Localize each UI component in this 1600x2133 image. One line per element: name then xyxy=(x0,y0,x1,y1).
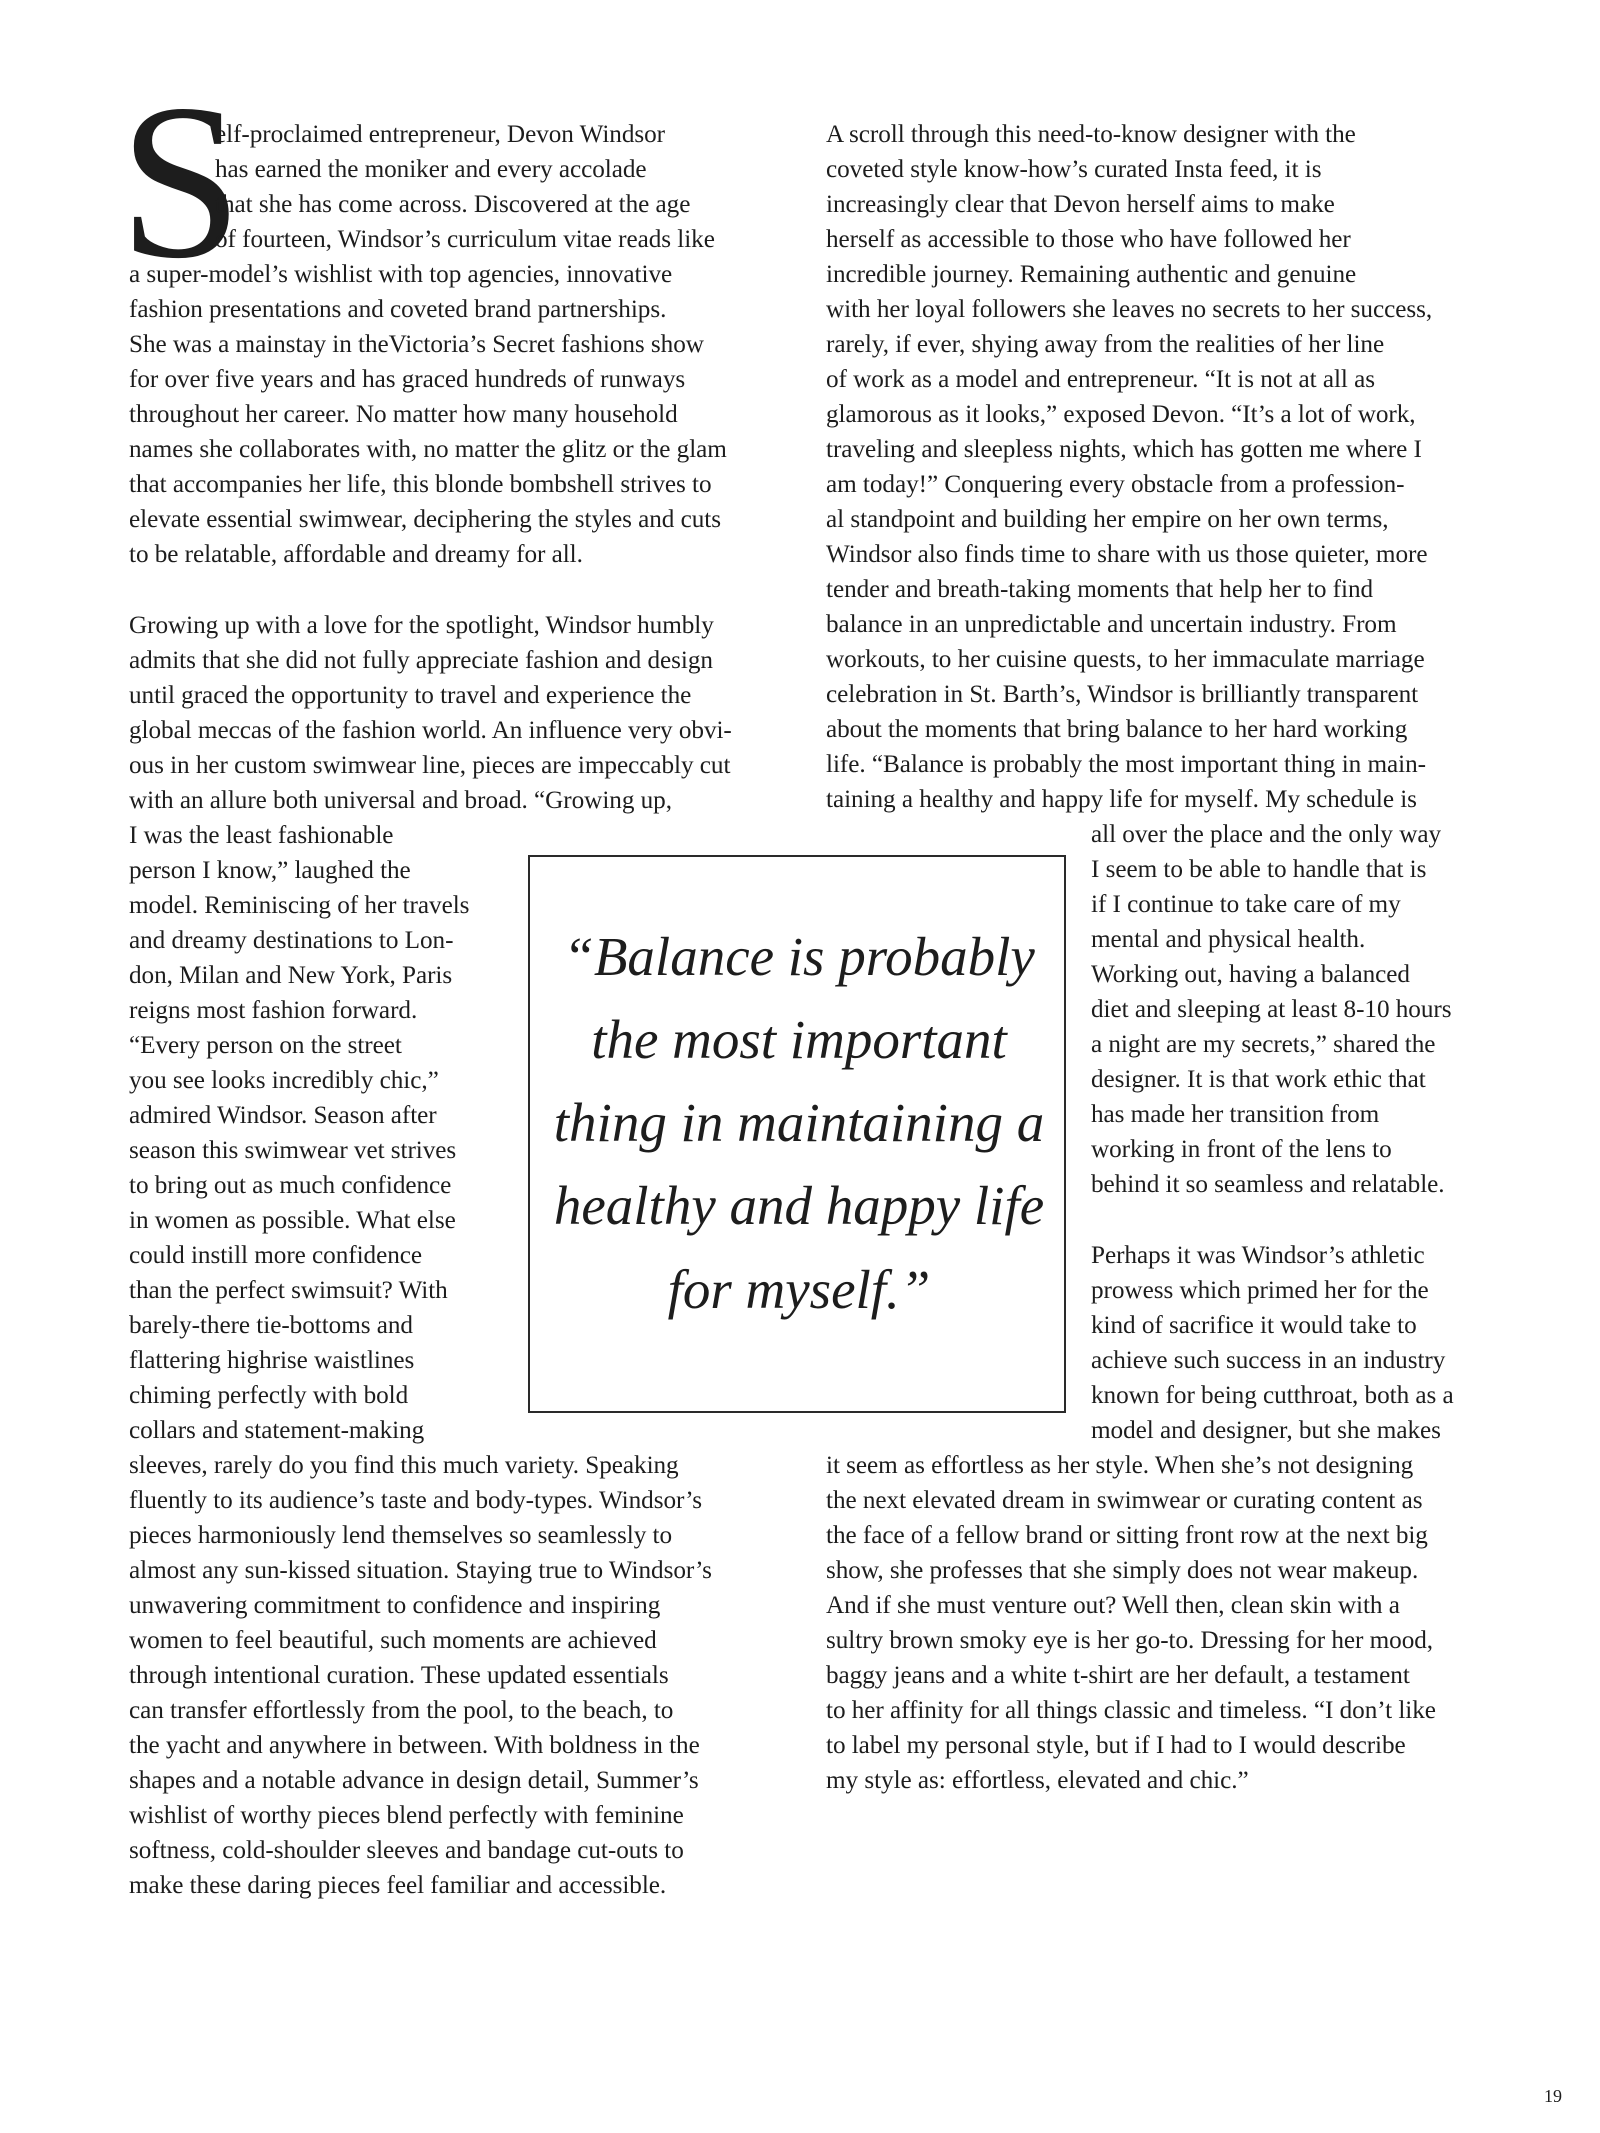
text-line: And if she must venture out? Well then, clean skin with a xyxy=(826,1592,1400,1619)
text-line: and dreamy destinations to Lon- xyxy=(129,927,454,954)
text-line: throughout her career. No matter how many household xyxy=(129,401,678,428)
text-line: celebration in St. Barth’s, Windsor is brilliantly transparent xyxy=(826,681,1419,708)
text-line: shapes and a notable advance in design detail, Summer’s xyxy=(129,1767,699,1794)
text-line: balance in an unpredictable and uncertain industry. From xyxy=(826,611,1397,638)
text-line: admired Windsor. Season after xyxy=(129,1102,437,1129)
text-line: than the perfect swimsuit? With xyxy=(129,1277,448,1304)
text-line: until graced the opportunity to travel and experience the xyxy=(129,682,692,709)
text-line: collars and statement-making xyxy=(129,1417,425,1444)
text-line: wishlist of worthy pieces blend perfectly with feminine xyxy=(129,1802,684,1829)
text-line: prowess which primed her for the xyxy=(1091,1277,1429,1304)
text-line: traveling and sleepless nights, which has gotten me where I xyxy=(826,436,1422,463)
text-line: baggy jeans and a white t-shirt are her default, a testament xyxy=(826,1662,1410,1689)
text-line: Working out, having a balanced xyxy=(1091,961,1410,988)
text-line: through intentional curation. These updated essentials xyxy=(129,1662,669,1689)
text-line: diet and sleeping at least 8-10 hours xyxy=(1091,996,1452,1023)
drop-cap: S xyxy=(119,59,243,305)
text-line: with her loyal followers she leaves no secrets to her success, xyxy=(826,296,1433,323)
text-line: sleeves, rarely do you find this much variety. Speaking xyxy=(129,1452,679,1479)
text-line: flattering highrise waistlines xyxy=(129,1347,415,1374)
text-line: am today!” Conquering every obstacle from a profession- xyxy=(826,471,1405,498)
text-line: the yacht and anywhere in between. With boldness in the xyxy=(129,1732,700,1759)
text-line: Windsor also finds time to share with us those quieter, more xyxy=(826,541,1428,568)
text-line: reigns most fashion forward. xyxy=(129,997,418,1024)
text-line: of fourteen, Windsor’s curriculum vitae reads like xyxy=(215,226,715,253)
text-line: in women as possible. What else xyxy=(129,1207,456,1234)
text-line: has made her transition from xyxy=(1091,1101,1380,1128)
text-line: unwavering commitment to confidence and inspiring xyxy=(129,1592,661,1619)
text-line: life. “Balance is probably the most important thing in main- xyxy=(826,751,1426,778)
text-line: my style as: effortless, elevated and chic.” xyxy=(826,1767,1249,1794)
text-line: taining a healthy and happy life for myself. My schedule is xyxy=(826,786,1417,813)
text-line: about the moments that bring balance to her hard working xyxy=(826,716,1408,743)
text-line: fashion presentations and coveted brand partnerships. xyxy=(129,296,667,323)
text-line: elevate essential swimwear, deciphering the styles and cuts xyxy=(129,506,721,533)
text-line: known for being cutthroat, both as a xyxy=(1091,1382,1454,1409)
text-line: incredible journey. Remaining authentic and genuine xyxy=(826,261,1357,288)
pull-quote-line: healthy and happy life xyxy=(553,1175,1045,1236)
text-line: has earned the moniker and every accolade xyxy=(215,156,647,183)
text-line: to be relatable, affordable and dreamy for all. xyxy=(129,541,583,568)
text-line: softness, cold-shoulder sleeves and bandage cut-outs to xyxy=(129,1837,684,1864)
text-line: of work as a model and entrepreneur. “It is not at all as xyxy=(826,366,1375,393)
text-line: to bring out as much confidence xyxy=(129,1172,452,1199)
text-line: herself as accessible to those who have followed her xyxy=(826,226,1351,253)
pull-quote-box xyxy=(528,855,1066,1413)
text-line: elf-proclaimed entrepreneur, Devon Windsor xyxy=(215,121,666,148)
text-line: mental and physical health. xyxy=(1091,926,1366,953)
text-line: designer. It is that work ethic that xyxy=(1091,1066,1426,1093)
text-line: for over five years and has graced hundreds of runways xyxy=(129,366,686,393)
text-line: behind it so seamless and relatable. xyxy=(1091,1171,1445,1198)
text-line: you see looks incredibly chic,” xyxy=(129,1067,439,1094)
text-line: show, she professes that she simply does not wear makeup. xyxy=(826,1557,1419,1584)
text-line: rarely, if ever, shying away from the realities of her line xyxy=(826,331,1385,358)
text-line: that she has come across. Discovered at the age xyxy=(215,191,691,218)
text-line: the next elevated dream in swimwear or curating content as xyxy=(826,1487,1423,1514)
text-line: names she collaborates with, no matter the glitz or the glam xyxy=(129,436,727,463)
text-line: al standpoint and building her empire on her own terms, xyxy=(826,506,1389,533)
pull-quote-line: “Balance is probably xyxy=(563,926,1035,987)
text-line: kind of sacrifice it would take to xyxy=(1091,1312,1417,1339)
text-line: model. Reminiscing of her travels xyxy=(129,892,470,919)
text-line: sultry brown smoky eye is her go-to. Dressing for her mood, xyxy=(826,1627,1434,1654)
text-line: pieces harmoniously lend themselves so seamlessly to xyxy=(129,1522,673,1549)
text-line: ous in her custom swimwear line, pieces are impeccably cut xyxy=(129,752,731,779)
text-line: a night are my secrets,” shared the xyxy=(1091,1031,1436,1058)
text-line: working in front of the lens to xyxy=(1091,1136,1392,1163)
text-line: model and designer, but she makes xyxy=(1091,1417,1441,1444)
text-line: A scroll through this need-to-know designer with the xyxy=(826,121,1356,148)
text-line: Perhaps it was Windsor’s athletic xyxy=(1091,1242,1425,1269)
text-line: She was a mainstay in theVictoria’s Secret fashions show xyxy=(129,331,704,358)
text-line: chiming perfectly with bold xyxy=(129,1382,409,1409)
text-line: all over the place and the only way xyxy=(1091,821,1442,848)
text-line: person I know,” laughed the xyxy=(129,857,411,884)
text-line: achieve such success in an industry xyxy=(1091,1347,1446,1374)
text-line: admits that she did not fully appreciate fashion and design xyxy=(129,647,713,674)
text-line: to label my personal style, but if I had to I would describe xyxy=(826,1732,1406,1759)
text-line: tender and breath-taking moments that help her to find xyxy=(826,576,1374,603)
text-line: almost any sun-kissed situation. Staying true to Windsor’s xyxy=(129,1557,712,1584)
text-line: increasingly clear that Devon herself aims to make xyxy=(826,191,1335,218)
pull-quote-line: thing in maintaining a xyxy=(553,1092,1045,1153)
text-line: don, Milan and New York, Paris xyxy=(129,962,453,989)
text-line: make these daring pieces feel familiar and accessible. xyxy=(129,1872,667,1899)
text-line: glamorous as it looks,” exposed Devon. “It’s a lot of work, xyxy=(826,401,1416,428)
page-number: 19 xyxy=(1544,2086,1562,2106)
pull-quote-line: the most important xyxy=(591,1009,1007,1070)
text-line: women to feel beautiful, such moments are achieved xyxy=(129,1627,657,1654)
text-line: I was the least fashionable xyxy=(129,822,394,849)
text-line: that accompanies her life, this blonde bombshell strives to xyxy=(129,471,712,498)
text-line: could instill more confidence xyxy=(129,1242,423,1269)
text-line: the face of a fellow brand or sitting front row at the next big xyxy=(826,1522,1428,1549)
text-line: coveted style know-how’s curated Insta feed, it is xyxy=(826,156,1322,183)
text-line: to her affinity for all things classic and timeless. “I don’t like xyxy=(826,1697,1436,1724)
text-line: I seem to be able to handle that is xyxy=(1091,856,1427,883)
text-line: a super-model’s wishlist with top agencies, innovative xyxy=(129,261,673,288)
text-line: fluently to its audience’s taste and body-types. Windsor’s xyxy=(129,1487,702,1514)
text-line: Growing up with a love for the spotlight, Windsor humbly xyxy=(129,612,714,639)
pull-quote-line: for myself.” xyxy=(667,1259,931,1320)
text-line: if I continue to take care of my xyxy=(1091,891,1401,918)
text-line: with an allure both universal and broad. “Growing up, xyxy=(129,787,672,814)
text-line: barely-there tie-bottoms and xyxy=(129,1312,413,1339)
text-line: can transfer effortlessly from the pool, to the beach, to xyxy=(129,1697,674,1724)
text-line: it seem as effortless as her style. When she’s not designing xyxy=(826,1452,1414,1479)
text-line: “Every person on the street xyxy=(129,1032,402,1059)
text-line: global meccas of the fashion world. An influence very obvi- xyxy=(129,717,732,744)
text-line: workouts, to her cuisine quests, to her immaculate marriage xyxy=(826,646,1425,673)
text-line: season this swimwear vet strives xyxy=(129,1137,457,1164)
